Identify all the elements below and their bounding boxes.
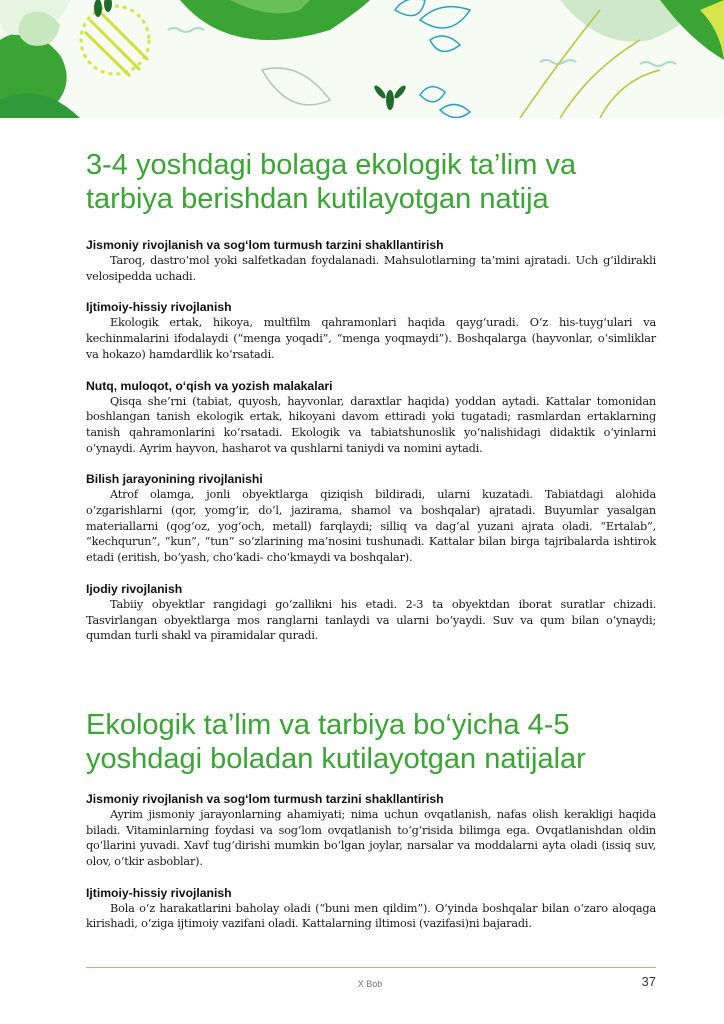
subsection-text: Ekologik ertak, hikoya, multfilm qahramonlari haqida qayg‘uradi. O‘z his-tuyg‘ulari va kechinmalarini ifodalaydi (“menga yoqadi”, “menga yoqmaydi”). Boshqalarga (hayvonlar, o‘simliklar va hokazo) hamdardlik ko‘rsatadi. bbox=[86, 316, 656, 361]
subsection-text: Tabiiy obyektlar rangidagi go‘zallikni his etadi. 2-3 ta obyektdan iborat suratlar chizadi. Tasvirlangan obyektlarga mos ranglarni tanlaydi va ularni bo‘yaydi. Suv va qum bilan o‘ynaydi; qumdan turli shakl va piramidalar quradi. bbox=[86, 597, 656, 643]
subsection-heading: Ijtimoiy-hissiy rivojlanish bbox=[86, 885, 232, 900]
subsection-text: Ayrim jismoniy jarayonlarning ahamiyati; nima uchun ovqatlanish, nafas olish kerakligi haqida biladi. Vitaminlarning foydasi va sog‘lom ovqatlanish to‘g‘risida bilimga ega. Ovqatlanishdan oldin qo‘llarini yuvadi. Xavf tug‘dirishi mumkin bo‘lgan joylar, narsalar va moddalarni ayta oladi (issiq suv, olov, o‘tkir asboblar). bbox=[86, 807, 656, 869]
subsection-heading: Bilish jarayonining rivojlanishi bbox=[86, 472, 263, 487]
subsection-text: Taroq, dastro‘mol yoki salfetkadan foydalanadi. Mahsulotlarning ta’mini ajratadi. Uch g‘ildirakli velosipedda uchadi. bbox=[86, 254, 656, 283]
subsection-heading: Ijtimoiy-hissiy rivojlanish bbox=[86, 300, 232, 315]
subsection bbox=[86, 792, 656, 870]
subsection-heading: Ijodiy rivojlanish bbox=[86, 581, 183, 596]
leaf-pattern-icon bbox=[0, 0, 724, 118]
section-title: Ekologik ta’lim va tarbiya bo‘yicha 4-5 yoshdagi boladan kutilayotgan natijalar bbox=[86, 708, 586, 775]
subsection bbox=[86, 238, 656, 284]
footer-divider bbox=[86, 967, 656, 968]
footer-chapter-label: X Bob bbox=[357, 979, 383, 989]
subsection bbox=[86, 300, 656, 362]
subsection bbox=[86, 472, 656, 566]
subsection-heading: Jismoniy rivojlanish va sog‘lom turmush tarzini shakllantirish bbox=[86, 238, 444, 252]
main-content bbox=[86, 118, 656, 948]
subsection-heading: Nutq, muloqot, o‘qish va yozish malakalari bbox=[86, 378, 333, 393]
decorative-banner bbox=[0, 0, 724, 118]
page-number: 37 bbox=[641, 974, 656, 989]
subsection-heading: Jismoniy rivojlanish va sog‘lom turmush tarzini shakllantirish bbox=[86, 791, 444, 806]
subsection bbox=[86, 379, 656, 457]
subsection-text: Atrof olamga, jonli obyektlarga qiziqish bildiradi, ularni kuzatadi. Tabiatdagi alohida o‘zgarishlarni (qor, yomg‘ir, do‘l, jazirama, shamol va boshqalar) ajratadi. Buyumlar yasalgan materiallarni (qog‘oz, yog‘och, metall) farqlaydi; silliq va dag‘al yuzani ajrata oladi. “Ertalab”, “kechqurun”, “kun”, “tun” so‘zlarining ma’nosini tushunadi. Kattalar bilan birga tajribalarda ishtirok etadi (eritish, bo‘yash, cho‘kadi- cho‘kmaydi va boshqalar). bbox=[86, 488, 656, 565]
subsection bbox=[86, 582, 656, 644]
subsection bbox=[86, 886, 656, 932]
subsection-text: Qisqa she’rni (tabiat, quyosh, hayvonlar, daraxtlar haqida) yoddan aytadi. Kattalar tomonidan boshlangan tanish ekologik ertak, hikoyani davom ettiradi yoki tugatadi; rasmlardan ertaklarning tanish qahramonlarini ko‘rsatadi. Ekologik va tabiatshunoslik yo‘nalishidagi didaktik o‘yinlarni o‘ynaydi. Ayrim hayvon, hasharot va qushlarni taniydi va nomini aytadi. bbox=[86, 394, 656, 455]
section-title: 3-4 yoshdagi bolaga ekologik ta’lim va tarbiya berishdan kutilayotgan natija bbox=[86, 149, 577, 215]
subsection-text: Bola o‘z harakatlarini baholay oladi (“buni men qildim”). O‘yinda boshqalar bilan o‘zaro aloqaga kirishadi, o‘ziga ijtimoiy vazifani oladi. Kattalarning iltimosi (vazifasi)ni bajaradi. bbox=[86, 901, 656, 931]
